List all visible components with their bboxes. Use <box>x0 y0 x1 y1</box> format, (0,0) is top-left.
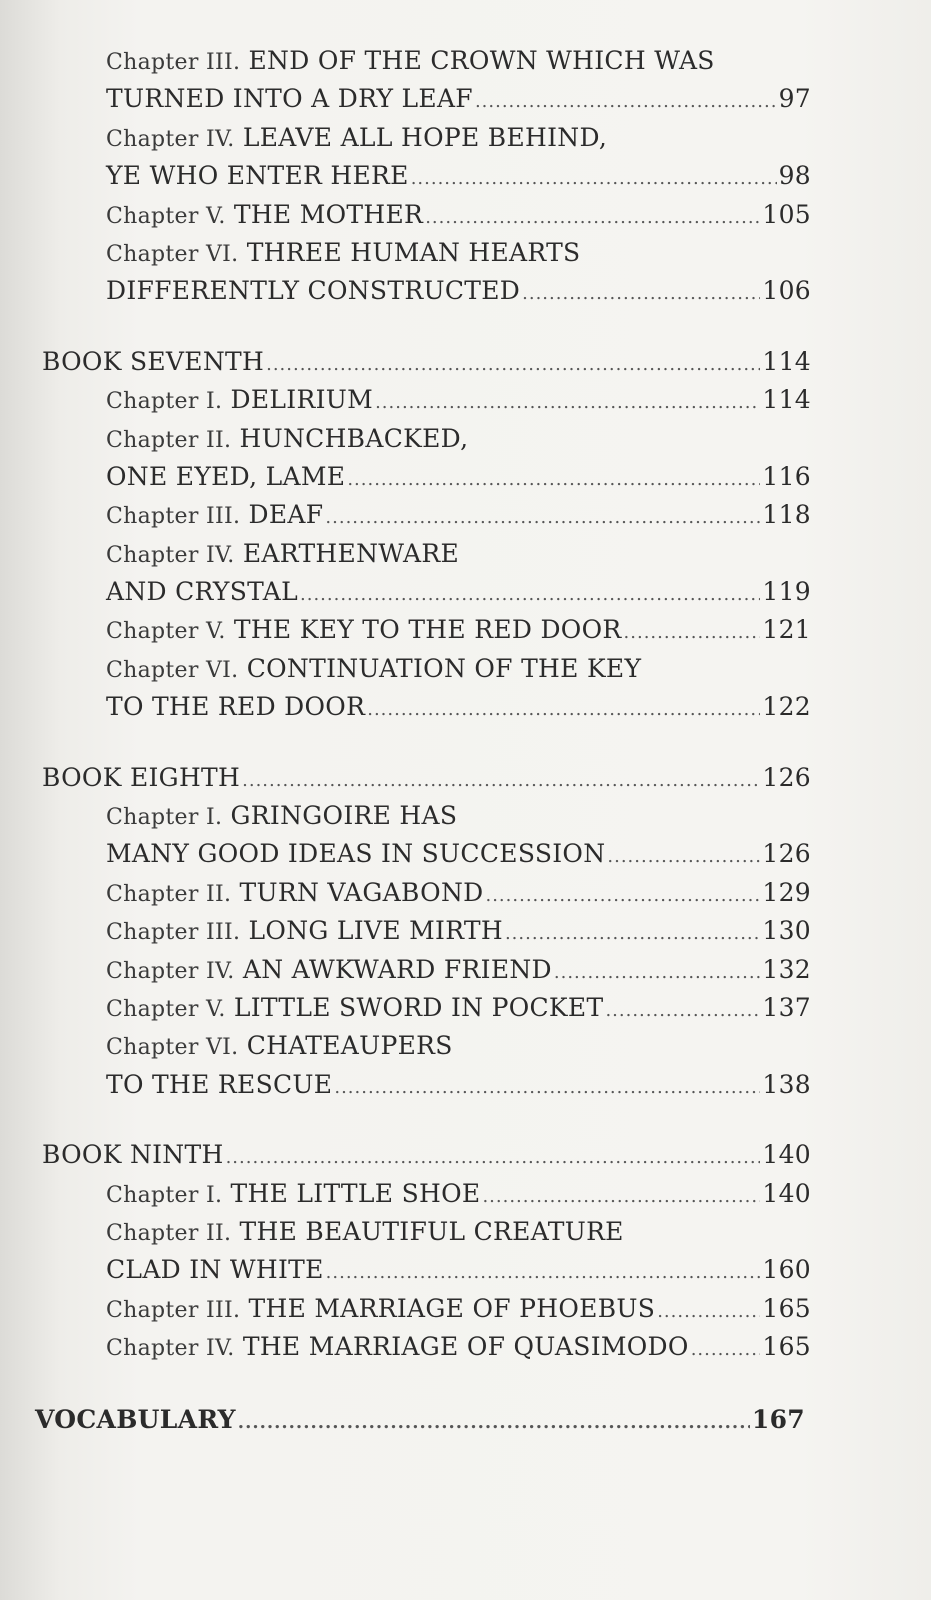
chapter-prefix: Chapter IV. <box>106 542 235 568</box>
chapter-title: HUNCHBACKED, <box>239 423 469 453</box>
chapter-title: LONG LIVE MIRTH <box>248 916 503 946</box>
toc-chapter-entry <box>0 496 931 534</box>
page-number: 140 <box>762 1140 811 1170</box>
chapter-prefix: Chapter II. <box>106 427 232 453</box>
toc-line <box>0 989 931 1027</box>
toc-chapter-entry <box>0 797 931 874</box>
chapter-title: DELIRIUM <box>230 385 374 415</box>
toc-line <box>0 797 931 835</box>
toc-line <box>0 1328 931 1366</box>
chapter-prefix: Chapter III. <box>106 504 241 530</box>
toc-chapter-entry <box>0 874 931 912</box>
toc-chapter-entry <box>0 420 931 497</box>
dot-leader <box>347 461 760 499</box>
chapter-prefix: Chapter VI. <box>106 657 239 683</box>
book-title: BOOK EIGHTH <box>42 762 241 792</box>
dot-leader <box>367 691 760 729</box>
chapter-title: THE BEAUTIFUL CREATURE <box>239 1216 624 1246</box>
dot-leader <box>266 346 760 384</box>
dot-leader <box>624 614 761 652</box>
page-number: 97 <box>778 84 811 114</box>
chapter-title-continued: DIFFERENTLY CONSTRUCTED <box>106 276 521 306</box>
toc-chapter-entry <box>0 1213 931 1290</box>
toc-line <box>0 343 931 381</box>
chapter-title-continued: ONE EYED, LAME <box>106 461 346 491</box>
chapter-title: THE LITTLE SHOE <box>230 1178 481 1208</box>
page-number: 137 <box>762 992 811 1022</box>
chapter-title: CONTINUATION OF THE KEY <box>246 653 642 683</box>
book-title: BOOK NINTH <box>42 1140 224 1170</box>
chapter-prefix: Chapter II. <box>106 1220 232 1246</box>
toc-chapter-entry <box>0 1290 931 1328</box>
toc-chapter-entry <box>0 1027 931 1104</box>
chapter-prefix: Chapter III. <box>106 50 241 75</box>
chapter-title: LEAVE ALL HOPE BEHIND, <box>242 122 608 152</box>
chapter-title: THE MOTHER <box>233 199 424 229</box>
toc-chapter-entry <box>0 951 931 989</box>
page-number: 121 <box>762 615 811 645</box>
toc-line <box>0 458 931 496</box>
vocabulary-title: VOCABULARY <box>35 1404 236 1434</box>
chapter-title-continued: YE WHO ENTER HERE <box>106 161 409 191</box>
toc-chapter-entry <box>0 989 931 1027</box>
chapter-title: THREE HUMAN HEARTS <box>246 237 581 267</box>
chapter-title: END OF THE CROWN WHICH WAS <box>248 46 715 75</box>
toc-chapter-entry <box>0 42 931 119</box>
chapter-title: THE KEY TO THE RED DOOR <box>233 615 622 645</box>
toc-chapter-entry <box>0 611 931 649</box>
toc-line <box>0 42 931 80</box>
page-number: 167 <box>751 1404 805 1434</box>
chapter-title: GRINGOIRE HAS <box>230 801 458 831</box>
chapter-prefix: Chapter I. <box>106 389 223 415</box>
toc-line <box>0 912 931 950</box>
dot-leader <box>475 83 777 121</box>
toc-line <box>0 951 931 989</box>
toc-chapter-entry <box>0 650 931 727</box>
page-number: 98 <box>778 161 811 191</box>
dot-leader <box>300 576 760 614</box>
page-number: 126 <box>762 839 811 869</box>
chapter-title: AN AWKWARD FRIEND <box>242 954 552 984</box>
dot-leader <box>242 762 760 800</box>
toc-line <box>0 1066 931 1104</box>
chapter-prefix: Chapter III. <box>106 920 241 946</box>
page-number: 160 <box>762 1255 811 1285</box>
chapter-title: LITTLE SWORD IN POCKET <box>233 992 604 1022</box>
dot-leader <box>411 160 777 198</box>
toc-book-entry <box>0 1136 931 1174</box>
toc-line <box>0 573 931 611</box>
chapter-prefix: Chapter VI. <box>106 241 239 267</box>
page-number: 116 <box>762 461 811 491</box>
dot-leader <box>425 199 760 237</box>
dot-leader <box>326 1254 761 1292</box>
dot-leader <box>607 838 760 876</box>
page-number: 130 <box>762 916 811 946</box>
chapter-prefix: Chapter V. <box>106 619 226 645</box>
toc-line <box>0 381 931 419</box>
dot-leader <box>238 1404 750 1442</box>
chapter-title: THE MARRIAGE OF PHOEBUS <box>248 1293 656 1323</box>
page-number: 114 <box>762 346 811 376</box>
book-title: BOOK SEVENTH <box>42 346 265 376</box>
toc-line <box>0 759 931 797</box>
toc-line <box>0 196 931 234</box>
toc-line <box>0 1136 931 1174</box>
page-number: 106 <box>762 276 811 306</box>
chapter-title-continued: TURNED INTO A DRY LEAF <box>106 84 473 114</box>
toc-line <box>0 420 931 458</box>
toc-line <box>0 835 931 873</box>
chapter-title: THE MARRIAGE OF QUASIMODO <box>242 1332 689 1362</box>
toc-line <box>0 535 931 573</box>
chapter-title-continued: TO THE RESCUE <box>106 1069 333 1099</box>
toc-line <box>0 496 931 534</box>
chapter-prefix: Chapter IV. <box>106 1336 235 1362</box>
toc-book-entry <box>0 343 931 381</box>
toc-line <box>0 611 931 649</box>
chapter-title: CHATEAUPERS <box>246 1031 453 1061</box>
toc-chapter-entry <box>0 381 931 419</box>
toc-vocabulary-entry <box>0 1401 931 1439</box>
toc-chapter-entry <box>0 119 931 196</box>
dot-leader <box>657 1293 760 1331</box>
toc-chapter-entry <box>0 535 931 612</box>
chapter-prefix: Chapter IV. <box>106 958 235 984</box>
toc-line <box>0 1401 931 1439</box>
chapter-prefix: Chapter V. <box>106 203 226 229</box>
chapter-title: EARTHENWARE <box>242 538 460 568</box>
toc-chapter-entry <box>0 1175 931 1213</box>
dot-leader <box>522 275 760 313</box>
toc-line <box>0 1213 931 1251</box>
dot-leader <box>691 1331 761 1369</box>
page-number: 119 <box>762 577 811 607</box>
dot-leader <box>482 1178 760 1216</box>
page-number: 165 <box>762 1293 811 1323</box>
dot-leader <box>485 877 760 915</box>
chapter-title-continued: TO THE RED DOOR <box>106 692 366 722</box>
chapter-title: DEAF <box>248 500 324 530</box>
chapter-prefix: Chapter III. <box>106 1297 241 1323</box>
page-number: 105 <box>762 199 811 229</box>
dot-leader <box>505 915 760 953</box>
chapter-prefix: Chapter V. <box>106 996 226 1022</box>
toc-line <box>0 80 931 118</box>
toc-line <box>0 688 931 726</box>
toc-chapter-entry <box>0 234 931 311</box>
dot-leader <box>554 954 760 992</box>
toc-chapter-entry <box>0 196 931 234</box>
page-number: 129 <box>762 877 811 907</box>
toc-line <box>0 119 931 157</box>
toc-line <box>0 874 931 912</box>
toc-book-entry <box>0 759 931 797</box>
toc-line <box>0 1290 931 1328</box>
chapter-title: TURN VAGABOND <box>239 877 484 907</box>
page-number: 140 <box>762 1178 811 1208</box>
page-number: 114 <box>762 385 811 415</box>
dot-leader <box>375 384 760 422</box>
toc-line <box>0 1175 931 1213</box>
toc-line <box>0 234 931 272</box>
chapter-prefix: Chapter I. <box>106 1182 223 1208</box>
chapter-title-continued: MANY GOOD IDEAS IN SUCCESSION <box>106 839 606 869</box>
page-number: 165 <box>762 1332 811 1362</box>
chapter-title-continued: AND CRYSTAL <box>106 577 298 607</box>
dot-leader <box>226 1139 761 1177</box>
page-number: 122 <box>762 692 811 722</box>
dot-leader <box>325 499 760 537</box>
dot-leader <box>605 992 760 1030</box>
chapter-prefix: Chapter IV. <box>106 126 235 152</box>
chapter-prefix: Chapter I. <box>106 805 223 831</box>
table-of-contents <box>0 42 931 1439</box>
toc-chapter-entry <box>0 912 931 950</box>
toc-line <box>0 157 931 195</box>
page-number: 132 <box>762 954 811 984</box>
chapter-prefix: Chapter II. <box>106 881 232 907</box>
toc-line <box>0 272 931 310</box>
page-number: 118 <box>762 500 811 530</box>
toc-chapter-entry <box>0 1328 931 1366</box>
toc-line <box>0 650 931 688</box>
page-number: 126 <box>762 762 811 792</box>
chapter-title-continued: CLAD IN WHITE <box>106 1255 324 1285</box>
chapter-prefix: Chapter VI. <box>106 1035 239 1061</box>
toc-line <box>0 1027 931 1065</box>
toc-line <box>0 1251 931 1289</box>
dot-leader <box>334 1069 760 1107</box>
page-number: 138 <box>762 1069 811 1099</box>
